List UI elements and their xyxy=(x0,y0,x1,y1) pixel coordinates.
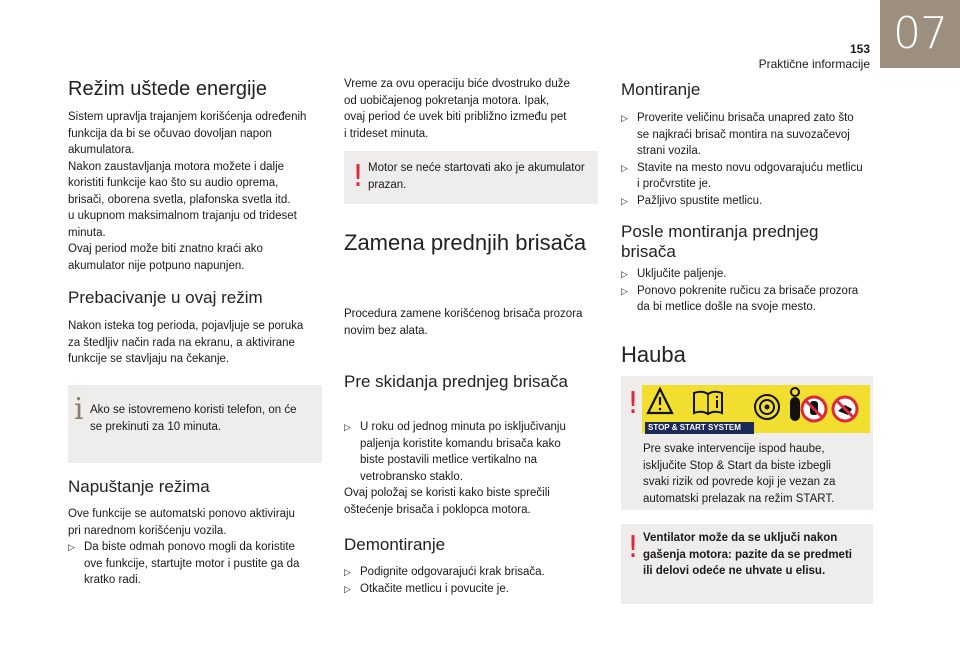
list-item: ▷ Proverite veličinu brisača unapred zato što xyxy=(621,110,881,127)
wipers-text: Procedura zamene korišćenog brisača prozora novim bez alata. xyxy=(344,308,583,337)
no-hand-icon xyxy=(802,397,826,421)
hood-note-text: Pre svake intervencije ispod haube, isključite Stop & Start da biste izbegli svaki rizik od povrede koji je vezan za automatski prelazak na režim START. xyxy=(643,443,836,505)
info-note-text: Ako se istovremeno koristi telefon, on će se prekinuti za 10 minuta. xyxy=(90,404,297,433)
switch-text: Nakon isteka tog perioda, pojavljuje se poruka za štedljiv način rada na ekranu, a aktivirane funkcije se stavljaju na čekanje. xyxy=(68,320,304,365)
fan-warning-box xyxy=(621,524,873,604)
fan-coil-icon xyxy=(755,395,779,419)
no-fan-icon xyxy=(833,397,857,421)
bullet-arrow-icon: ▷ xyxy=(621,285,628,296)
bullet-arrow-icon: ▷ xyxy=(344,422,351,432)
info-icon: i xyxy=(74,392,84,427)
exit-text: Ove funkcije se automatski ponovo aktiviraju pri narednom korišćenju vozila. ▷ Da biste odmah ponovo mogli da koristite ove funkcije, startujte motor i pustite ga da kratko radi. xyxy=(68,506,328,589)
chapter-tab: 07 xyxy=(880,0,960,68)
page-number: 153 xyxy=(849,42,870,56)
bullet-arrow-icon: ▷ xyxy=(68,542,75,552)
list-item: ▷ Otkačite metlicu i povucite je. xyxy=(344,581,599,598)
bullet-arrow-icon: ▷ xyxy=(621,195,628,206)
fan-belt-icon xyxy=(790,388,800,421)
heading-hood: Hauba xyxy=(621,342,686,367)
continuation-text: Vreme za ovu operaciju biće dvostruko duže od uobičajenog pokretanja motora. Ipak, ovaj period će uvek biti približno između pet i trideset minuta. xyxy=(344,78,570,140)
warning-icon: ! xyxy=(627,386,640,421)
heading-after-mounting: Posle montiranja prednjeg brisača xyxy=(621,222,819,261)
after-mounting-list: ▷ Uključite paljenje. ▷ Ponovo pokrenite ručicu za brisače prozora da bi metlice došle na svoje mesto. xyxy=(621,266,881,316)
list-item: ▷ U roku od jednog minuta po isključivanju xyxy=(344,419,599,436)
energy-intro: Sistem upravlja trajanjem korišćenja određenih funkcija da bi se očuvao dovoljan napon akumulatora. Nakon zaustavljanja motora možete i dalje koristiti funkcije kao što su audio oprema, brisači, oborena svetla, plafonska svetla itd. u ukupnom maksimalnom trajanju od trideset minuta. Ovaj period može biti znatno kraći ako akumulator nije potpuno napunjen. xyxy=(68,111,307,272)
section-name: Praktične informacije xyxy=(758,57,870,71)
list-item: ▷ Uključite paljenje. xyxy=(621,266,881,283)
bullet-arrow-icon: ▷ xyxy=(344,567,351,577)
warning-note-box xyxy=(344,151,598,204)
list-item: ▷ Podignite odgovarajući krak brisača. xyxy=(344,564,599,581)
list-item: ▷ Stavite na mesto novu odgovarajuću metlicu xyxy=(621,160,881,177)
warning-icon: ! xyxy=(352,159,365,194)
bullet-arrow-icon: ▷ xyxy=(344,583,351,594)
title-energy-saving: Režim uštede energije xyxy=(68,78,267,100)
bullet-arrow-icon: ▷ xyxy=(621,162,628,173)
warning-icon: ! xyxy=(627,530,640,565)
fan-warning-text: Ventilator može da se uključi nakon gašenja motora: pazite da se predmeti ili delovi odeće ne uhvate u elisu. xyxy=(643,532,852,577)
list-item: ▷ Ponovo pokrenite ručicu za brisače prozora xyxy=(621,283,881,300)
bullet-arrow-icon: ▷ xyxy=(621,113,628,123)
heading-switch-mode: Prebacivanje u ovaj režim xyxy=(68,288,263,307)
heading-before-removal: Pre skidanja prednjeg brisača xyxy=(344,372,568,391)
before-text: ▷ U roku od jednog minuta po isključivanju paljenja koristite komandu brisača kako biste postavili metlice vertikalno na vetrobransko staklo. Ovaj položaj se koristi kako biste sprečili oštećenje brisača i poklopca motora. xyxy=(344,419,599,518)
list-item: ▷ Pažljivo spustite metlicu. xyxy=(621,193,881,210)
heading-mounting: Montiranje xyxy=(621,80,701,99)
heading-removal: Demontiranje xyxy=(344,535,446,554)
stop-start-label: STOP & START SYSTEM xyxy=(645,422,754,434)
mounting-list: ▷ Proverite veličinu brisača unapred zato što se najkraći brisač montira na suvozačevoj strani vozila. ▷ Stavite na mesto novu odgovarajuću metlicu i pročvrstite je. ▷ Pažljivo spustite metlicu. xyxy=(621,110,881,209)
list-item: ▷ Da biste odmah ponovo mogli da koristite xyxy=(68,539,328,556)
info-note-box xyxy=(68,385,322,463)
bullet-arrow-icon: ▷ xyxy=(621,269,628,279)
removal-list xyxy=(344,564,599,597)
warning-note-text: Motor se neće startovati ako je akumulator prazan. xyxy=(368,162,585,191)
heading-wiper-replacement: Zamena prednjih brisača xyxy=(344,230,587,255)
heading-exit-mode: Napuštanje režima xyxy=(68,477,210,496)
